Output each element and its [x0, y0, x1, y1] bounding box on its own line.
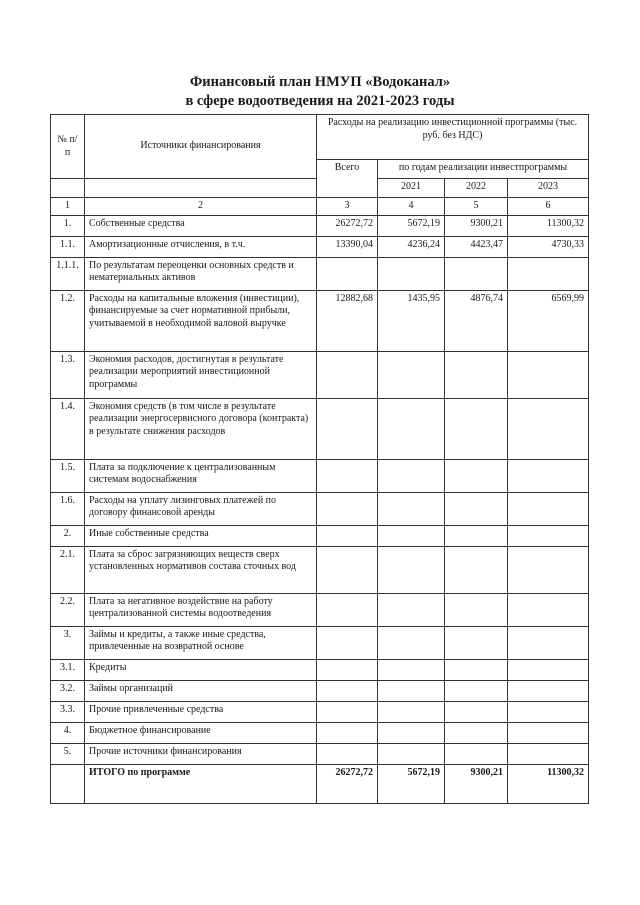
row-number: 1.1. [51, 236, 85, 257]
table-row [51, 257, 589, 290]
row-source-name: Экономия средств (в том числе в результате реализации энергосервисного договора (контракта) в результате снижения расходов [85, 398, 317, 459]
header-year: 2021 [378, 179, 445, 198]
row-value-2022 [445, 626, 508, 659]
row-value-2022: 4423,47 [445, 236, 508, 257]
row-total [317, 525, 378, 546]
row-value-2022: 4876,74 [445, 290, 508, 351]
col-number: 6 [508, 198, 589, 216]
row-source-name: Плата за сброс загрязняющих веществ сверх установленных нормативов состава сточных вод [85, 546, 317, 593]
row-source-name: Прочие привлеченные средства [85, 701, 317, 722]
row-value-2021 [378, 680, 445, 701]
table-row [51, 492, 589, 525]
row-total [317, 659, 378, 680]
header-num: № п/п [51, 115, 85, 179]
row-value-2022 [445, 398, 508, 459]
total-row-2023: 11300,32 [508, 764, 589, 803]
table-row [51, 593, 589, 626]
header-year: 2022 [445, 179, 508, 198]
table-row [51, 701, 589, 722]
row-value-2023 [508, 659, 589, 680]
row-number: 1.5. [51, 459, 85, 492]
col-number: 2 [85, 198, 317, 216]
row-value-2023 [508, 593, 589, 626]
header-row [51, 115, 589, 160]
row-total [317, 492, 378, 525]
row-value-2022 [445, 351, 508, 398]
row-value-2023 [508, 459, 589, 492]
row-value-2023 [508, 680, 589, 701]
row-source-name: Кредиты [85, 659, 317, 680]
col-number: 4 [378, 198, 445, 216]
row-value-2022 [445, 459, 508, 492]
row-number: 2.2. [51, 593, 85, 626]
row-value-2023 [508, 546, 589, 593]
row-total [317, 680, 378, 701]
header-num-spacer [51, 179, 85, 198]
total-row [51, 764, 589, 803]
row-value-2021 [378, 593, 445, 626]
row-source-name: Иные собственные средства [85, 525, 317, 546]
row-value-2023 [508, 398, 589, 459]
table-row [51, 659, 589, 680]
row-value-2021: 4236,24 [378, 236, 445, 257]
row-source-name: Расходы на уплату лизинговых платежей по договору финансовой аренды [85, 492, 317, 525]
total-row-total: 26272,72 [317, 764, 378, 803]
table-row [51, 290, 589, 351]
row-total [317, 743, 378, 764]
column-numbers-row [51, 198, 589, 216]
col-number: 3 [317, 198, 378, 216]
row-total [317, 351, 378, 398]
row-number: 2.1. [51, 546, 85, 593]
total-row-2021: 5672,19 [378, 764, 445, 803]
table-row [51, 236, 589, 257]
header-expenses: Расходы на реализацию инвестиционной программы (тыс. руб. без НДС) [317, 115, 589, 160]
row-value-2021 [378, 525, 445, 546]
row-total [317, 722, 378, 743]
table-row [51, 525, 589, 546]
row-value-2023: 11300,32 [508, 215, 589, 236]
row-value-2021: 1435,95 [378, 290, 445, 351]
row-number: 1.4. [51, 398, 85, 459]
row-source-name: Займы организаций [85, 680, 317, 701]
row-number: 3.1. [51, 659, 85, 680]
row-source-name: Экономия расходов, достигнутая в результате реализации мероприятий инвестиционной программы [85, 351, 317, 398]
header-year: 2023 [508, 179, 589, 198]
row-value-2022 [445, 659, 508, 680]
row-number: 1.1.1. [51, 257, 85, 290]
row-total: 26272,72 [317, 215, 378, 236]
row-value-2023: 4730,33 [508, 236, 589, 257]
row-source-name: Прочие источники финансирования [85, 743, 317, 764]
row-number: 3.2. [51, 680, 85, 701]
row-value-2021 [378, 626, 445, 659]
row-value-2021 [378, 257, 445, 290]
row-value-2022 [445, 593, 508, 626]
row-total [317, 701, 378, 722]
table-row [51, 680, 589, 701]
row-source-name: Расходы на капитальные вложения (инвестиции), финансируемые за счет нормативной прибыли, учитываемой в необходимой валовой выручке [85, 290, 317, 351]
row-value-2021 [378, 722, 445, 743]
row-value-2022 [445, 743, 508, 764]
header-source-spacer [85, 179, 317, 198]
row-source-name: По результатам переоценки основных средств и нематериальных активов [85, 257, 317, 290]
row-value-2021 [378, 459, 445, 492]
row-value-2021 [378, 351, 445, 398]
col-number: 1 [51, 198, 85, 216]
row-number: 4. [51, 722, 85, 743]
row-number: 1. [51, 215, 85, 236]
row-source-name: Плата за негативное воздействие на работу централизованной системы водоотведения [85, 593, 317, 626]
row-value-2022 [445, 492, 508, 525]
row-value-2022 [445, 680, 508, 701]
table-row [51, 546, 589, 593]
row-total [317, 546, 378, 593]
table-row [51, 215, 589, 236]
row-value-2022 [445, 525, 508, 546]
row-source-name: Плата за подключение к централизованным системам водоснабжения [85, 459, 317, 492]
row-value-2023: 6569,99 [508, 290, 589, 351]
row-value-2022 [445, 257, 508, 290]
row-value-2021 [378, 743, 445, 764]
header-by-years: по годам реализации инвестпрограммы [378, 160, 589, 179]
row-value-2021 [378, 659, 445, 680]
col-number: 5 [445, 198, 508, 216]
document-title: Финансовый план НМУП «Водоканал» [189, 74, 451, 90]
row-value-2023 [508, 722, 589, 743]
row-value-2023 [508, 492, 589, 525]
financial-plan-table [50, 114, 589, 804]
document-subtitle: в сфере водоотведения на 2021-2023 годы [185, 93, 455, 109]
table-row [51, 626, 589, 659]
row-value-2022 [445, 722, 508, 743]
table-row [51, 398, 589, 459]
row-value-2023 [508, 701, 589, 722]
row-value-2022 [445, 546, 508, 593]
table-row [51, 722, 589, 743]
row-value-2023 [508, 257, 589, 290]
header-source: Источники финансирования [85, 115, 317, 179]
row-total [317, 398, 378, 459]
row-value-2021 [378, 546, 445, 593]
row-total [317, 593, 378, 626]
row-source-name: Амортизационные отчисления, в т.ч. [85, 236, 317, 257]
total-row-number [51, 764, 85, 803]
row-number: 1.6. [51, 492, 85, 525]
row-value-2023 [508, 626, 589, 659]
table-row [51, 743, 589, 764]
row-number: 5. [51, 743, 85, 764]
row-value-2021 [378, 398, 445, 459]
total-row-2022: 9300,21 [445, 764, 508, 803]
row-value-2021: 5672,19 [378, 215, 445, 236]
row-number: 1.3. [51, 351, 85, 398]
row-number: 1.2. [51, 290, 85, 351]
row-value-2022 [445, 701, 508, 722]
row-number: 3. [51, 626, 85, 659]
row-value-2023 [508, 351, 589, 398]
row-total: 12882,68 [317, 290, 378, 351]
row-number: 3.3. [51, 701, 85, 722]
row-source-name: Займы и кредиты, а также иные средства, привлеченные на возвратной основе [85, 626, 317, 659]
row-value-2021 [378, 492, 445, 525]
row-total [317, 626, 378, 659]
row-total: 13390,04 [317, 236, 378, 257]
row-source-name: Бюджетное финансирование [85, 722, 317, 743]
row-total [317, 257, 378, 290]
row-total [317, 459, 378, 492]
row-value-2021 [378, 701, 445, 722]
total-row-label: ИТОГО по программе [85, 764, 317, 803]
row-number: 2. [51, 525, 85, 546]
row-source-name: Собственные средства [85, 215, 317, 236]
row-value-2023 [508, 743, 589, 764]
table-row [51, 351, 589, 398]
row-value-2022: 9300,21 [445, 215, 508, 236]
table-row [51, 459, 589, 492]
header-total: Всего [317, 160, 378, 198]
row-value-2023 [508, 525, 589, 546]
